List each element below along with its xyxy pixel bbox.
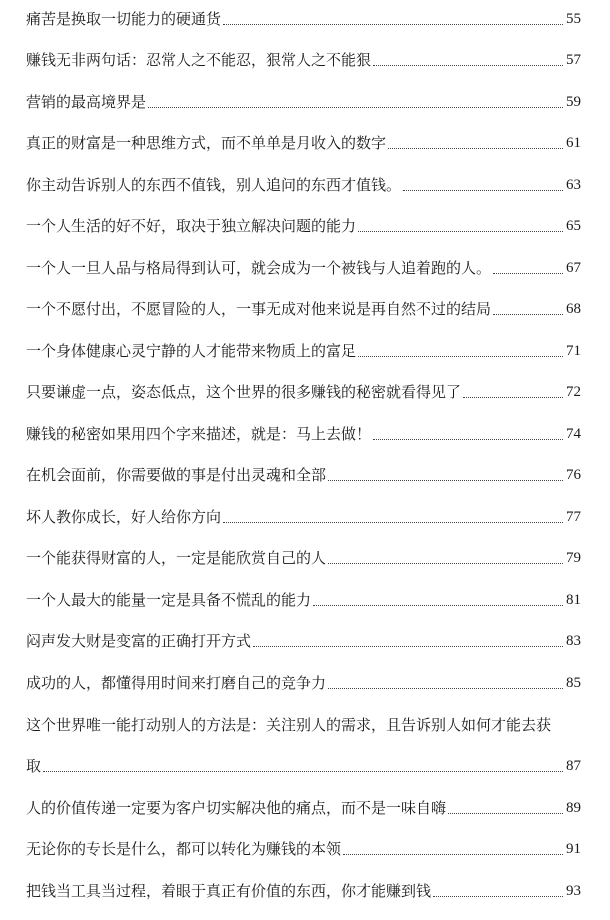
toc-entry-page: 81 [566, 592, 581, 608]
toc-entry[interactable] [26, 249, 581, 279]
toc-entry-page: 57 [566, 52, 581, 68]
toc-entry[interactable] [26, 332, 581, 362]
toc-entry-title: 营销的最高境界是 [26, 93, 147, 111]
dot-leader [328, 563, 563, 564]
dot-leader [463, 397, 563, 398]
toc-entry-page: 71 [566, 343, 581, 359]
dot-leader [403, 190, 563, 191]
toc-entry[interactable] [26, 166, 581, 196]
toc-entry-title: 痛苦是换取一切能力的硬通货 [26, 10, 222, 28]
toc-entry-page: 87 [566, 758, 581, 774]
toc-entry-title: 一个人生活的好不好，取决于独立解决问题的能力 [26, 217, 357, 235]
toc-entry[interactable] [26, 498, 581, 528]
toc-entry-title: 一个不愿付出，不愿冒险的人，一事无成对他来说是再自然不过的结局 [26, 300, 492, 318]
toc-entry-title: 取 [26, 757, 42, 775]
toc-entry-page: 65 [566, 218, 581, 234]
dot-leader [373, 439, 563, 440]
toc-entry-title: 把钱当工具当过程，着眼于真正有价值的东西，你才能赚到钱 [26, 882, 432, 900]
dot-leader [358, 356, 563, 357]
toc-entry-line1[interactable] [26, 706, 581, 736]
toc-entry-page: 63 [566, 177, 581, 193]
dot-leader [358, 231, 563, 232]
toc-entry-title: 一个人最大的能量一定是具备不慌乱的能力 [26, 591, 312, 609]
toc-entry[interactable] [26, 622, 581, 652]
toc-entry[interactable] [26, 290, 581, 320]
toc-entry-title: 在机会面前，你需要做的事是付出灵魂和全部 [26, 466, 327, 484]
toc-entry[interactable] [26, 0, 581, 30]
dot-leader [43, 771, 563, 772]
dot-leader [148, 107, 563, 108]
toc-entry-page: 76 [566, 467, 581, 483]
toc-entry-title: 一个身体健康心灵宁静的人才能带来物质上的富足 [26, 342, 357, 360]
toc-entry-page: 83 [566, 633, 581, 649]
toc-entry-page: 89 [566, 800, 581, 816]
toc-entry-page: 85 [566, 675, 581, 691]
dot-leader [388, 148, 563, 149]
toc-entry-title: 赚钱无非两句话：忍常人之不能忍，狠常人之不能狠 [26, 51, 372, 69]
toc-entry[interactable] [26, 872, 581, 902]
toc-entry-title: 闷声发大财是变富的正确打开方式 [26, 632, 252, 650]
toc-entry[interactable] [26, 83, 581, 113]
toc-entry-page: 91 [566, 841, 581, 857]
toc-entry[interactable] [26, 456, 581, 486]
toc-entry[interactable] [26, 789, 581, 819]
dot-leader [433, 896, 563, 897]
toc-entry-page: 55 [566, 11, 581, 27]
toc-entry-page: 77 [566, 509, 581, 525]
toc-entry[interactable] [26, 664, 581, 694]
toc-entry[interactable] [26, 373, 581, 403]
toc-entry[interactable] [26, 539, 581, 569]
toc-entry-page: 68 [566, 301, 581, 317]
toc-entry[interactable] [26, 41, 581, 71]
dot-leader [328, 480, 563, 481]
toc-entry-page: 59 [566, 94, 581, 110]
toc-entry-title: 成功的人，都懂得用时间来打磨自己的竞争力 [26, 674, 327, 692]
toc-entry-title: 一个人一旦人品与格局得到认可，就会成为一个被钱与人追着跑的人。 [26, 259, 492, 277]
dot-leader [493, 314, 563, 315]
toc-entry-page: 79 [566, 550, 581, 566]
toc-entry[interactable] [26, 830, 581, 860]
toc-entry-title: 人的价值传递一定要为客户切实解决他的痛点，而不是一味自嗨 [26, 799, 447, 817]
toc-entry[interactable] [26, 124, 581, 154]
toc-entry[interactable] [26, 581, 581, 611]
toc-entry-title-line1: 这个世界唯一能打动别人的方法是：关注别人的需求，且告诉别人如何才能去获 [26, 716, 552, 734]
toc-entry-title: 你主动告诉别人的东西不值钱，别人追问的东西才值钱。 [26, 176, 402, 194]
toc-entry-title: 只要谦虚一点，姿态低点，这个世界的很多赚钱的秘密就看得见了 [26, 383, 462, 401]
dot-leader [328, 688, 563, 689]
toc-entry-title: 无论你的专长是什么，都可以转化为赚钱的本领 [26, 840, 342, 858]
dot-leader [448, 813, 563, 814]
toc-entry-title: 一个能获得财富的人，一定是能欣赏自己的人 [26, 549, 327, 567]
dot-leader [373, 65, 563, 66]
dot-leader [343, 854, 563, 855]
toc-entry-page: 74 [566, 426, 581, 442]
dot-leader [493, 273, 563, 274]
toc-entry-page: 61 [566, 135, 581, 151]
dot-leader [313, 605, 563, 606]
toc-entry-title: 赚钱的秘密如果用四个字来描述，就是：马上去做！ [26, 425, 372, 443]
toc-entry[interactable] [26, 415, 581, 445]
toc-entry[interactable] [26, 207, 581, 237]
toc-entry-page: 67 [566, 260, 581, 276]
dot-leader [253, 646, 563, 647]
dot-leader [223, 522, 563, 523]
toc-entry[interactable] [26, 747, 581, 777]
toc-entry-page: 72 [566, 384, 581, 400]
toc-entry-page: 93 [566, 883, 581, 899]
dot-leader [223, 24, 563, 25]
toc-entry-title: 真正的财富是一种思维方式，而不单单是月收入的数字 [26, 134, 387, 152]
toc-entry-title: 坏人教你成长，好人给你方向 [26, 508, 222, 526]
